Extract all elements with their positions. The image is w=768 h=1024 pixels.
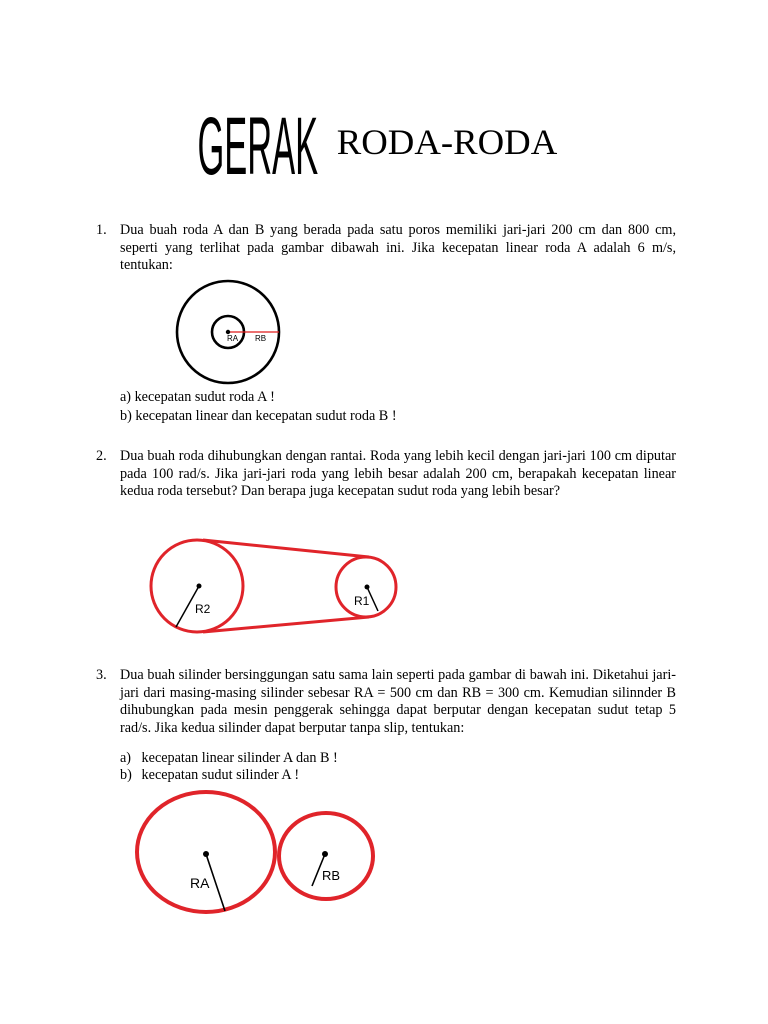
question-1-number: 1. <box>96 222 107 238</box>
question-3-text: Dua buah silinder bersinggungan satu sama lain seperti pada gambar di bawah ini. Diketahui jari-jari dari masing-masing silinder sebesar RA = 500 cm dan RB = 300 cm. Kemudian silinnder B dihubungkan pada mesin penggerak sehingga dapat berputar dengan kecepatan sudut tetap 5 rad/s. Jika kedua silinder dapat berputar tanpa slip, tentukan: <box>120 667 676 736</box>
sub-label: a) <box>120 750 132 766</box>
question-1 <box>96 222 676 275</box>
question-2-text: Dua buah roda dihubungkan dengan rantai. Roda yang lebih kecil dengan jari-jari 100 cm diputar pada 100 rad/s. Jika jari-jari roda yang lebih besar adalah 200 cm, berapakah kecepatan linear kedua roda tersebut? Dan berapa juga kecepatan sudut roda yang lebih besar? <box>120 448 676 499</box>
chain-top <box>203 540 369 557</box>
label-ra: RA <box>227 334 239 343</box>
label-rb: RB <box>255 334 267 343</box>
question-2 <box>96 448 676 501</box>
question-3-number: 3. <box>96 667 107 683</box>
question-3-sub-b <box>120 767 299 785</box>
question-3-sub-a <box>120 750 338 768</box>
title-part1: GERAK <box>197 100 319 193</box>
label-ra: RA <box>190 875 210 891</box>
question-2-number: 2. <box>96 448 107 464</box>
sub-text: kecepatan sudut silinder A ! <box>141 767 300 783</box>
question-1-text: Dua buah roda A dan B yang berada pada satu poros memiliki jari-jari 200 cm dan 800 cm, seperti yang terlihat pada gambar dibawah ini. Jika kecepatan linear roda A adalah 6 m/s, tentukan: <box>120 222 676 273</box>
sub-text: kecepatan sudut roda A ! <box>134 389 275 405</box>
figure-2-chain-wheels <box>145 538 405 638</box>
sub-text: kecepatan linear dan kecepatan sudut roda B ! <box>135 408 397 424</box>
label-r1: R1 <box>354 594 370 608</box>
sub-label: b) <box>120 408 132 424</box>
worksheet-title <box>195 88 585 193</box>
question-3 <box>96 667 676 737</box>
label-r2: R2 <box>195 602 211 616</box>
question-1-sub-b <box>120 408 397 426</box>
question-1-sub-a <box>120 389 275 407</box>
figure-3-touching-cylinders <box>130 788 390 918</box>
label-rb: RB <box>322 868 341 883</box>
figure-1-concentric-wheels <box>170 278 290 388</box>
sub-label: b) <box>120 767 132 783</box>
sub-label: a) <box>120 389 132 405</box>
sub-text: kecepatan linear silinder A dan B ! <box>141 750 338 766</box>
title-part2: RODA-RODA <box>336 123 558 164</box>
